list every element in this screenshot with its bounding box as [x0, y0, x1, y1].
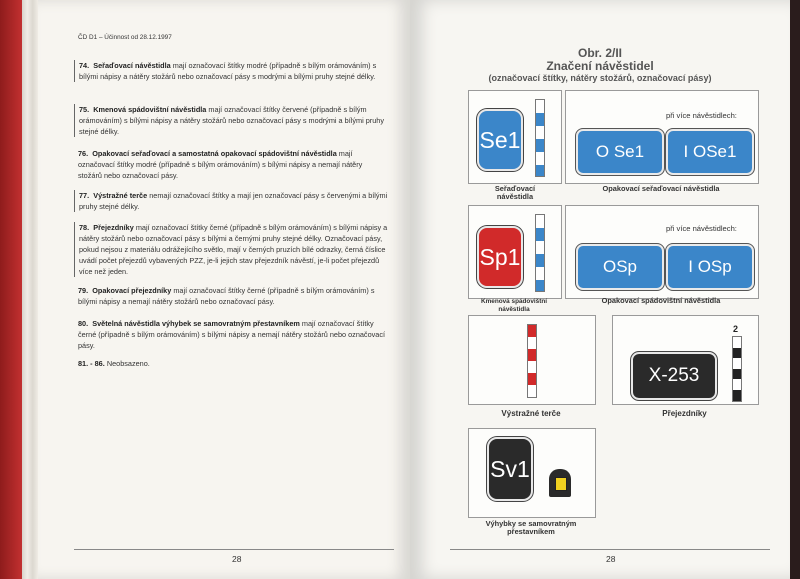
left-page-number: 28 — [232, 554, 242, 564]
panel-sp1 — [468, 205, 562, 299]
left-page — [38, 0, 410, 579]
caption-se1-line1: Seřaďovací — [494, 184, 536, 193]
sign-sp1: Sp1 — [477, 226, 523, 288]
right-page-number: 28 — [606, 554, 616, 564]
caption-opak-ser: Opakovací seřaďovací návěstidla — [602, 184, 720, 193]
book-right-edge — [790, 0, 800, 579]
panel-prejezdniky — [612, 315, 759, 405]
caption-sp1-line2: návěstidla — [498, 306, 530, 313]
caption-opak-spad: Opakovací spádovištní návěstidla — [601, 296, 721, 305]
book-cover-edge — [0, 0, 22, 579]
page-stack — [22, 0, 38, 579]
caption-prejezdniky: Přejezdníky — [662, 409, 707, 418]
more-signals-label-2: při více návěstidlech: — [666, 224, 737, 233]
sign-ose1: O Se1 — [576, 129, 664, 175]
figure-title: Značení návěstidel — [546, 59, 654, 73]
clause-77: 77. Výstražné terče nemají označovací štítky a mají jen označovací pásy s červenými a bílými pruhy stejné délky. — [74, 190, 389, 212]
clause-74: 74. Seřaďovací návěstidla mají označovací štítky modré (případně s bílým orámováním) s bílými nápisy a nátěry stožárů nebo označovací pásy s modrými a bílými pruhy stejné délky. — [74, 60, 389, 82]
caption-sp1-line1: Kmenová spádovištní — [480, 298, 548, 305]
black-white-mast-icon — [732, 336, 742, 402]
switch-light-icon — [549, 469, 571, 497]
figure-subtitle: (označovací štítky, nátěry stožárů, označovací pásy) — [488, 73, 712, 83]
blue-white-mast-icon — [535, 214, 545, 292]
figure-number: Obr. 2/II — [577, 46, 622, 60]
panel-osp — [565, 205, 759, 299]
clause-75: 75. Kmenová spádovištní návěstidla mají označovací štítky červené (případně s bílým orámováním) s bílými nápisy a nátěry stožárů nebo označovací pásy s modrými a bílými pruhy stejné délky. — [74, 104, 389, 137]
footer-rule-right — [450, 549, 770, 550]
panel-vystrazne — [468, 315, 596, 405]
clause-80: 80. Světelná návěstidla výhybek se samovratným přestavníkem mají označovací štítky černé (případně s bílým orámováním) s bílými nápisy a nemají nátěry stožárů nebo označovací pásy. — [78, 319, 386, 350]
blue-white-mast-icon — [535, 99, 545, 177]
sign-x253: X-253 — [631, 352, 717, 400]
more-signals-label: při více návěstidlech: — [666, 111, 737, 120]
caption-sv1-line2: přestavníkem — [507, 527, 555, 536]
caption-sv1-line1: Výhybky se samovratným — [485, 519, 577, 528]
footer-rule — [74, 549, 394, 550]
running-header: ČD D1 – Účinnost od 28.12.1997 — [78, 34, 172, 41]
panel-se1 — [468, 90, 562, 184]
clause-78: 78. Přejezdníky mají označovací štítky černé (případně s bílým orámováním) s bílými nápisy a nátěry stožárů nebo označovací pásy s bílými a černými pruhy stejné délky. Označovací pásy, pokud nejsou z materiálu odrážejícího světlo, mají v černých pruzích bílé odrazky, černá číslice uvádí počet přejezdů vybavených PZZ, je-li jejich stav přejezdník návěstí, je-li počet přejezdů více než jeden. — [74, 222, 389, 277]
sign-osp: OSp — [576, 244, 664, 290]
panel-sv1 — [468, 428, 596, 518]
sign-se1: Se1 — [477, 109, 523, 171]
sign-iose1: I OSe1 — [666, 129, 754, 175]
sign-iosp: I OSp — [666, 244, 754, 290]
mast-number: 2 — [733, 324, 739, 334]
clause-79: 79. Opakovací přejezdníky mají označovací štítky černé (případně s bílým orámováním) s bílými nápisy a nemají nátěry stožárů nebo označovací pásy. — [78, 286, 375, 306]
red-white-mast-icon — [527, 324, 537, 398]
caption-vystrazne: Výstražné terče — [501, 409, 561, 418]
sign-sv1: Sv1 — [487, 437, 533, 501]
caption-se1-line2: návěstidla — [496, 192, 534, 201]
clause-76: 76. Opakovací seřaďovací a samostatná opakovací spádovištní návěstidla mají označovací štítky modré (případně s bílým orámováním) s bílými nápisy a nemají nátěry stožárů nebo označovací pásy. — [78, 149, 363, 180]
clause-81-86: 81. - 86. Neobsazeno. — [78, 359, 150, 368]
right-page — [410, 0, 790, 579]
panel-ose1 — [565, 90, 759, 184]
